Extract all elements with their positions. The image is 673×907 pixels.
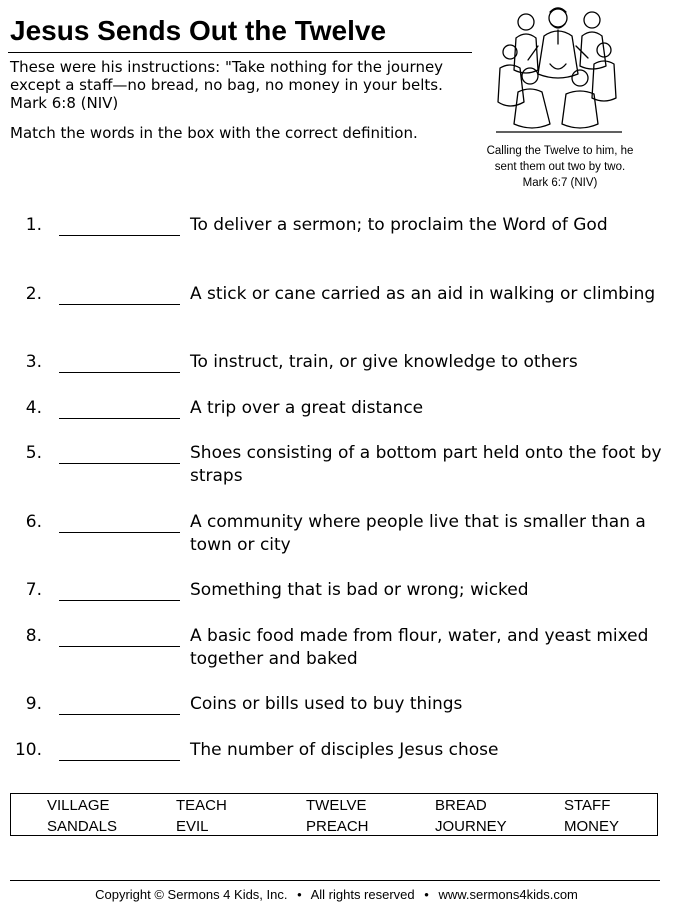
question-definition: A trip over a great distance <box>190 398 424 418</box>
word-bank-word: TWELVE <box>306 797 367 814</box>
word-bank-word: EVIL <box>176 818 209 835</box>
footer-website-link[interactable]: www.sermons4kids.com <box>438 887 578 902</box>
question-definition: The number of disciples Jesus chose <box>190 740 499 760</box>
question-definition: Shoes consisting of a bottom part held onto the foot by straps <box>190 443 662 486</box>
question-number: 5. <box>25 443 42 463</box>
answer-blank[interactable] <box>59 760 180 761</box>
caption-line: Calling the Twelve to him, he <box>486 145 634 157</box>
question-number: 2. <box>25 284 42 304</box>
answer-blank[interactable] <box>59 532 180 533</box>
word-bank-word: MONEY <box>564 818 620 835</box>
answer-blank[interactable] <box>59 304 180 305</box>
question-definition: Coins or bills used to buy things <box>190 694 463 714</box>
answer-blank[interactable] <box>59 463 180 464</box>
footer-rights: All rights reserved <box>310 887 415 902</box>
caption-line: sent them out two by two. <box>494 161 626 173</box>
intro-text: These were his instructions: "Take nothing for the journey except a staff—no bread, no bag, no money in your belts. Mark 6:8 (NIV) <box>10 58 444 112</box>
word-bank-word: SANDALS <box>47 818 118 835</box>
question-definition: Something that is bad or wrong; wicked <box>190 580 529 600</box>
footer-separator: • <box>297 887 302 902</box>
question-number: 10. <box>14 740 42 760</box>
question-number: 8. <box>25 626 42 646</box>
caption-reference: Mark 6:7 (NIV) <box>522 177 598 189</box>
answer-blank[interactable] <box>59 235 180 236</box>
answer-blank[interactable] <box>59 714 180 715</box>
question-definition: A stick or cane carried as an aid in walking or climbing <box>190 284 656 304</box>
word-bank-word: PREACH <box>306 818 369 835</box>
question-number: 7. <box>25 580 42 600</box>
answer-blank[interactable] <box>59 600 180 601</box>
answer-blank[interactable] <box>59 418 180 419</box>
instruction-text: Match the words in the box with the correct definition. <box>10 124 418 142</box>
footer-copyright: Copyright © Sermons 4 Kids, Inc. <box>95 887 288 902</box>
footer <box>0 887 673 903</box>
question-definition: To instruct, train, or give knowledge to others <box>190 352 578 372</box>
word-bank-word: VILLAGE <box>47 797 110 814</box>
title-underline <box>8 52 472 53</box>
question-definition: A basic food made from flour, water, and yeast mixed together and baked <box>190 626 649 669</box>
word-bank-box <box>10 793 658 836</box>
question-number: 4. <box>25 398 42 418</box>
jesus-and-disciples-illustration <box>496 2 622 134</box>
answer-blank[interactable] <box>59 372 180 373</box>
footer-separator: • <box>424 887 429 902</box>
question-number: 1. <box>25 215 42 235</box>
illustration-caption <box>474 143 646 191</box>
word-bank-word: STAFF <box>564 797 611 814</box>
worksheet-title: Jesus Sends Out the Twelve <box>10 15 387 46</box>
question-definition: To deliver a sermon; to proclaim the Word of God <box>190 215 608 235</box>
word-bank-word: TEACH <box>176 797 227 814</box>
footer-divider <box>10 880 660 881</box>
word-bank-word: BREAD <box>435 797 487 814</box>
word-bank-word: JOURNEY <box>435 818 507 835</box>
question-number: 3. <box>25 352 42 372</box>
question-number: 9. <box>25 694 42 714</box>
question-definition: A community where people live that is smaller than a town or city <box>190 512 646 555</box>
answer-blank[interactable] <box>59 646 180 647</box>
question-number: 6. <box>25 512 42 532</box>
